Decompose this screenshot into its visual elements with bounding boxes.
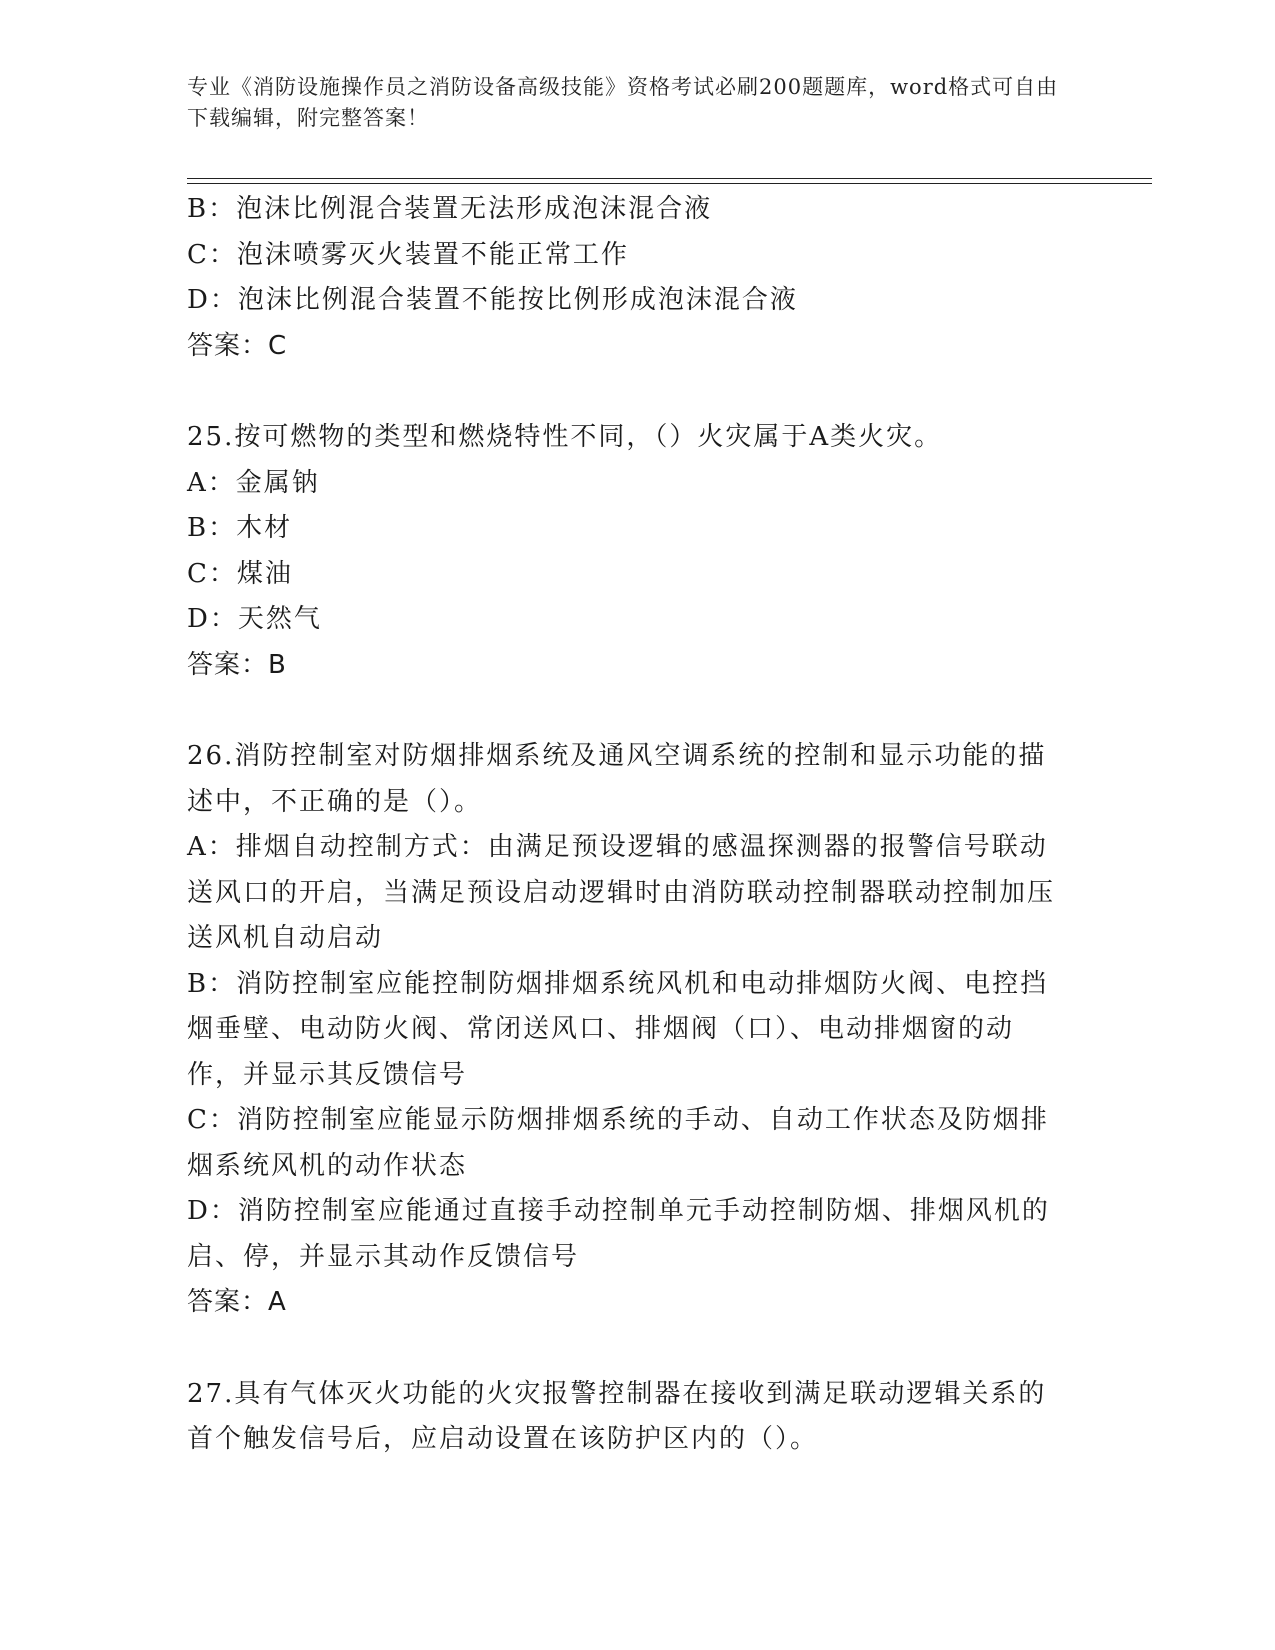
option-d: D：天然气: [187, 604, 322, 634]
option-d: D：泡沫比例混合装置不能按比例形成泡沫混合液: [187, 285, 798, 315]
option-b: B：泡沫比例混合装置无法形成泡沫混合液: [187, 194, 713, 224]
answer: 答案：C: [187, 330, 288, 361]
question-27: [187, 1372, 1067, 1463]
option-a: A：排烟自动控制方式：由满足预设逻辑的感温探测器的报警信号联动送风口的开启，当满足预设启动逻辑时由消防联动控制器联动控制加压送风机自动启动: [187, 832, 1056, 953]
option-b: B：消防控制室应能控制防烟排烟系统风机和电动排烟防火阀、电控挡烟垂壁、电动防火阀、常闭送风口、排烟阀（口）、电动排烟窗的动作，并显示其反馈信号: [187, 968, 1049, 1090]
option-c: C：煤油: [187, 558, 293, 589]
header-rule-top: [187, 178, 1152, 179]
answer: 答案：B: [187, 649, 287, 680]
question-text: 27.具有气体灭火功能的火灾报警控制器在接收到满足联动逻辑关系的首个触发信号后，应启动设置在该防护区内的（）。: [187, 1378, 1047, 1454]
option-d: D：消防控制室应能通过直接手动控制单元手动控制防烟、排烟风机的启、停，并显示其动作反馈信号: [187, 1196, 1050, 1272]
header-rule-bottom: [187, 183, 1152, 184]
question-text: 25.按可燃物的类型和燃烧特性不同，（）火灾属于A类火灾。: [187, 422, 943, 452]
spacer: [187, 688, 1067, 734]
question-25: [187, 415, 1067, 688]
option-b: B：木材: [187, 513, 293, 543]
option-c: C：泡沫喷雾灭火装置不能正常工作: [187, 239, 629, 270]
question-24-tail: [187, 187, 1067, 369]
document-header: 专业《消防设施操作员之消防设备高级技能》资格考试必刷200题题库，word格式可自由下载编辑，附完整答案！: [187, 75, 1059, 130]
spacer: [187, 1326, 1067, 1372]
option-c: C：消防控制室应能显示防烟排烟系统的手动、自动工作状态及防烟排烟系统风机的动作状态: [187, 1105, 1049, 1181]
question-26: [187, 734, 1067, 1326]
document-body: [187, 187, 1067, 1463]
spacer: [187, 369, 1067, 415]
answer: 答案：A: [187, 1287, 287, 1317]
question-text: 26.消防控制室对防烟排烟系统及通风空调系统的控制和显示功能的描述中，不正确的是（）。: [187, 741, 1047, 817]
option-a: A：金属钠: [187, 467, 320, 498]
